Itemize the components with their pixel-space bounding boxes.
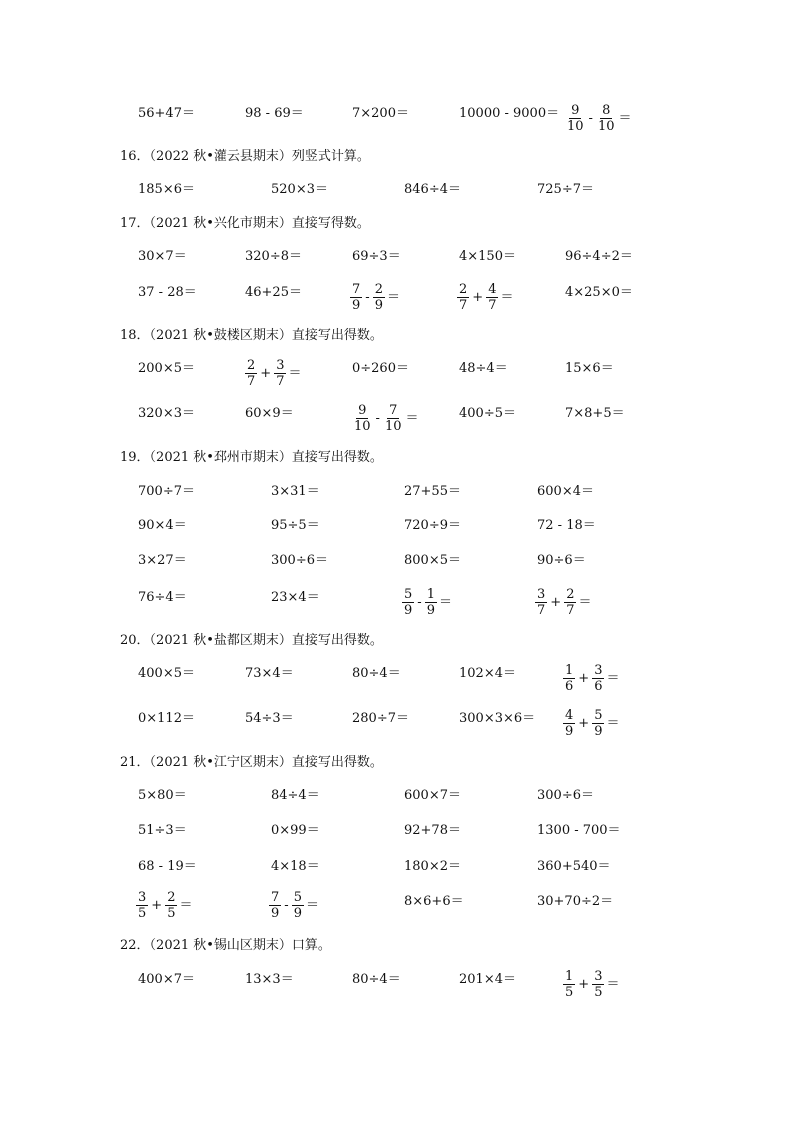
numerator: 3 xyxy=(594,969,603,984)
denominator: 5 xyxy=(138,906,147,921)
fraction-right xyxy=(165,890,177,921)
denominator: 9 xyxy=(352,298,361,313)
numerator: 8 xyxy=(602,103,611,118)
denominator: 7 xyxy=(276,374,285,389)
arithmetic-problem: 300÷6＝ xyxy=(537,788,594,803)
fraction-right xyxy=(373,282,385,313)
denominator: 7 xyxy=(247,374,256,389)
numerator: 9 xyxy=(358,403,367,418)
arithmetic-problem: 13×3＝ xyxy=(245,972,294,987)
operator: - xyxy=(284,897,289,913)
equals-sign: ＝ xyxy=(578,594,592,610)
numerator: 2 xyxy=(167,890,176,905)
fraction-problem xyxy=(402,587,452,618)
arithmetic-problem: 7×200＝ xyxy=(352,106,409,121)
fraction-left xyxy=(402,587,414,618)
question-heading: 18．（2021 秋•鼓楼区期末）直接写出得数。 xyxy=(120,328,383,343)
fraction-problem xyxy=(563,663,619,694)
denominator: 10 xyxy=(354,419,371,434)
arithmetic-problem: 80÷4＝ xyxy=(352,666,401,681)
fraction-right xyxy=(425,587,437,618)
question-heading: 22．（2021 秋•锡山区期末）口算。 xyxy=(120,938,331,953)
arithmetic-problem: 600×7＝ xyxy=(404,788,461,803)
arithmetic-problem: 4×25×0＝ xyxy=(565,285,633,300)
denominator: 9 xyxy=(374,298,383,313)
fraction-problem xyxy=(565,103,632,134)
arithmetic-problem: 95÷5＝ xyxy=(271,518,320,533)
denominator: 9 xyxy=(565,724,574,739)
fraction-left xyxy=(457,282,469,313)
denominator: 7 xyxy=(566,603,575,618)
arithmetic-problem: 520×3＝ xyxy=(271,182,328,197)
arithmetic-problem: 76÷4＝ xyxy=(138,590,187,605)
arithmetic-problem: 8×6+6＝ xyxy=(404,894,464,909)
arithmetic-problem: 60×9＝ xyxy=(245,406,294,421)
fraction-left xyxy=(269,890,281,921)
operator: + xyxy=(151,897,163,913)
numerator: 9 xyxy=(571,103,580,118)
arithmetic-problem: 54÷3＝ xyxy=(245,711,294,726)
arithmetic-problem: 69÷3＝ xyxy=(352,249,401,264)
operator: + xyxy=(472,289,484,305)
denominator: 7 xyxy=(459,298,468,313)
equals-sign: ＝ xyxy=(606,670,620,686)
arithmetic-problem: 300÷6＝ xyxy=(271,553,328,568)
numerator: 5 xyxy=(594,708,603,723)
arithmetic-problem: 201×4＝ xyxy=(459,972,516,987)
denominator: 9 xyxy=(594,724,603,739)
fraction-left xyxy=(350,282,362,313)
operator: + xyxy=(578,976,590,992)
arithmetic-problem: 320÷8＝ xyxy=(245,249,302,264)
arithmetic-problem: 27+55＝ xyxy=(404,484,461,499)
equals-sign: ＝ xyxy=(405,410,419,426)
denominator: 7 xyxy=(488,298,497,313)
denominator: 10 xyxy=(597,119,615,134)
arithmetic-problem: 0×99＝ xyxy=(271,823,320,838)
arithmetic-problem: 800×5＝ xyxy=(404,553,461,568)
arithmetic-problem: 1300 - 700＝ xyxy=(537,823,621,838)
fraction-right xyxy=(486,282,498,313)
numerator: 3 xyxy=(138,890,147,905)
arithmetic-problem: 185×6＝ xyxy=(138,182,195,197)
equals-sign: ＝ xyxy=(288,365,302,381)
question-heading: 19．（2021 秋•邳州市期末）直接写出得数。 xyxy=(120,450,383,465)
arithmetic-problem: 90×4＝ xyxy=(138,518,187,533)
arithmetic-problem: 73×4＝ xyxy=(245,666,294,681)
denominator: 5 xyxy=(167,906,176,921)
arithmetic-problem: 56+47＝ xyxy=(138,106,195,121)
fraction-left xyxy=(565,103,586,134)
numerator: 1 xyxy=(426,587,435,602)
arithmetic-problem: 200×5＝ xyxy=(138,361,195,376)
question-heading: 17．（2021 秋•兴化市期末）直接写得数。 xyxy=(120,216,370,231)
numerator: 3 xyxy=(537,587,546,602)
numerator: 1 xyxy=(565,969,574,984)
denominator: 9 xyxy=(293,906,302,921)
arithmetic-problem: 30+70÷2＝ xyxy=(537,894,614,909)
arithmetic-problem: 37 - 28＝ xyxy=(138,285,197,300)
arithmetic-problem: 400÷5＝ xyxy=(459,406,516,421)
arithmetic-problem: 846÷4＝ xyxy=(404,182,461,197)
denominator: 9 xyxy=(404,603,413,618)
fraction-problem xyxy=(563,708,619,739)
arithmetic-problem: 68 - 19＝ xyxy=(138,859,197,874)
arithmetic-problem: 23×4＝ xyxy=(271,590,320,605)
operator: - xyxy=(365,289,370,305)
equals-sign: ＝ xyxy=(606,976,620,992)
fraction-right xyxy=(564,587,576,618)
denominator: 9 xyxy=(271,906,280,921)
numerator: 3 xyxy=(276,358,285,373)
arithmetic-problem: 102×4＝ xyxy=(459,666,516,681)
arithmetic-problem: 5×80＝ xyxy=(138,788,187,803)
arithmetic-problem: 3×31＝ xyxy=(271,484,320,499)
denominator: 9 xyxy=(426,603,435,618)
arithmetic-problem: 0×112＝ xyxy=(138,711,195,726)
numerator: 3 xyxy=(594,663,603,678)
numerator: 2 xyxy=(459,282,468,297)
arithmetic-problem: 90÷6＝ xyxy=(537,553,586,568)
arithmetic-problem: 15×6＝ xyxy=(565,361,614,376)
fraction-right xyxy=(383,403,404,434)
numerator: 2 xyxy=(374,282,383,297)
fraction-left xyxy=(352,403,373,434)
arithmetic-problem: 80÷4＝ xyxy=(352,972,401,987)
arithmetic-problem: 400×7＝ xyxy=(138,972,195,987)
operator: - xyxy=(588,110,593,126)
arithmetic-problem: 720÷9＝ xyxy=(404,518,461,533)
arithmetic-problem: 280÷7＝ xyxy=(352,711,409,726)
fraction-right xyxy=(592,969,604,1000)
numerator: 5 xyxy=(293,890,302,905)
fraction-left xyxy=(563,708,575,739)
numerator: 7 xyxy=(271,890,280,905)
operator: + xyxy=(578,670,590,686)
arithmetic-problem: 400×5＝ xyxy=(138,666,195,681)
numerator: 2 xyxy=(566,587,575,602)
arithmetic-problem: 72 - 18＝ xyxy=(537,518,596,533)
question-heading: 20．（2021 秋•盐都区期末）直接写出得数。 xyxy=(120,633,383,648)
numerator: 1 xyxy=(565,663,574,678)
arithmetic-problem: 84÷4＝ xyxy=(271,788,320,803)
fraction-problem xyxy=(563,969,619,1000)
fraction-right xyxy=(596,103,617,134)
arithmetic-problem: 4×150＝ xyxy=(459,249,516,264)
equals-sign: ＝ xyxy=(438,594,452,610)
arithmetic-problem: 725÷7＝ xyxy=(537,182,594,197)
fraction-left xyxy=(563,663,575,694)
arithmetic-problem: 0÷260＝ xyxy=(352,361,409,376)
arithmetic-problem: 7×8+5＝ xyxy=(565,406,625,421)
fraction-right xyxy=(592,708,604,739)
equals-sign: ＝ xyxy=(618,110,632,126)
operator: + xyxy=(550,594,562,610)
arithmetic-problem: 30×7＝ xyxy=(138,249,187,264)
fraction-problem xyxy=(245,358,301,389)
arithmetic-problem: 4×18＝ xyxy=(271,859,320,874)
question-heading: 21．（2021 秋•江宁区期末）直接写出得数。 xyxy=(120,755,383,770)
fraction-problem xyxy=(350,282,400,313)
equals-sign: ＝ xyxy=(179,897,193,913)
equals-sign: ＝ xyxy=(606,715,620,731)
operator: + xyxy=(578,715,590,731)
denominator: 7 xyxy=(537,603,546,618)
arithmetic-problem: 98 - 69＝ xyxy=(245,106,304,121)
equals-sign: ＝ xyxy=(386,289,400,305)
fraction-left xyxy=(245,358,257,389)
denominator: 6 xyxy=(594,679,603,694)
arithmetic-problem: 300×3×6＝ xyxy=(459,711,536,726)
numerator: 7 xyxy=(352,282,361,297)
fraction-right xyxy=(292,890,304,921)
numerator: 2 xyxy=(247,358,256,373)
operator: + xyxy=(260,365,272,381)
denominator: 5 xyxy=(594,985,603,1000)
fraction-problem xyxy=(535,587,591,618)
fraction-left xyxy=(563,969,575,1000)
arithmetic-problem: 46+25＝ xyxy=(245,285,302,300)
arithmetic-problem: 92+78＝ xyxy=(404,823,461,838)
fraction-left xyxy=(136,890,148,921)
arithmetic-problem: 10000 - 9000＝ xyxy=(459,106,560,121)
arithmetic-problem: 180×2＝ xyxy=(404,859,461,874)
denominator: 10 xyxy=(567,119,584,134)
fraction-problem xyxy=(269,890,319,921)
fraction-right xyxy=(274,358,286,389)
equals-sign: ＝ xyxy=(500,289,514,305)
arithmetic-problem: 96÷4÷2＝ xyxy=(565,249,633,264)
arithmetic-problem: 3×27＝ xyxy=(138,553,187,568)
operator: - xyxy=(375,410,380,426)
question-heading: 16．（2022 秋•灌云县期末）列竖式计算。 xyxy=(120,149,370,164)
arithmetic-problem: 320×3＝ xyxy=(138,406,195,421)
arithmetic-problem: 48÷4＝ xyxy=(459,361,508,376)
fraction-left xyxy=(535,587,547,618)
fraction-right xyxy=(592,663,604,694)
numerator: 4 xyxy=(565,708,574,723)
numerator: 4 xyxy=(488,282,497,297)
arithmetic-problem: 600×4＝ xyxy=(537,484,594,499)
denominator: 6 xyxy=(565,679,574,694)
arithmetic-problem: 700÷7＝ xyxy=(138,484,195,499)
denominator: 10 xyxy=(384,419,402,434)
fraction-problem xyxy=(352,403,419,434)
numerator: 5 xyxy=(404,587,413,602)
numerator: 7 xyxy=(389,403,398,418)
equals-sign: ＝ xyxy=(305,897,319,913)
arithmetic-problem: 360+540＝ xyxy=(537,859,611,874)
fraction-problem xyxy=(136,890,192,921)
fraction-problem xyxy=(457,282,513,313)
operator: - xyxy=(417,594,422,610)
denominator: 5 xyxy=(565,985,574,1000)
arithmetic-problem: 51÷3＝ xyxy=(138,823,187,838)
